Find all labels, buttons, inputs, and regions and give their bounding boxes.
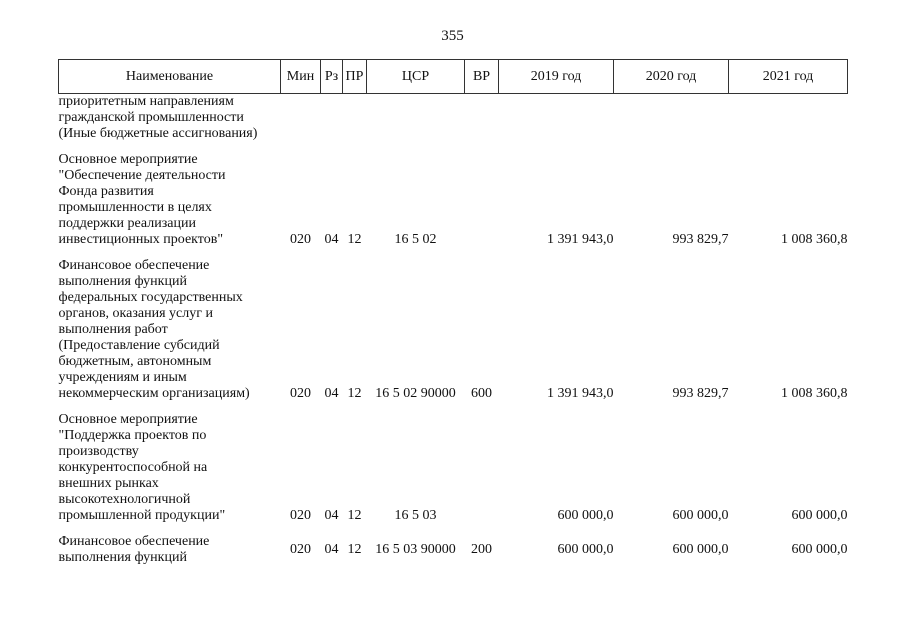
row-name: приоритетным направлениям гражданской промышленности (Иные бюджетные ассигнования) — [58, 94, 258, 141]
cell-2020 — [614, 94, 729, 143]
table-row — [59, 258, 848, 402]
cell-2019: 600 000,0 — [557, 508, 614, 523]
row-spacer — [59, 524, 848, 534]
cell-csr: 16 5 03 — [394, 508, 437, 523]
column-header-pr: ПР — [343, 60, 367, 94]
table-row — [59, 94, 848, 143]
cell-vr: 600 — [471, 386, 492, 401]
cell-csr: 16 5 03 90000 — [375, 542, 456, 557]
cell-pr: 12 — [347, 386, 362, 401]
cell-vr — [465, 152, 499, 248]
cell-2020: 993 829,7 — [672, 386, 729, 401]
cell-2019 — [499, 94, 614, 143]
cell-vr: 200 — [471, 542, 492, 557]
cell-pr — [343, 94, 367, 143]
column-header-2019: 2019 год — [499, 60, 614, 94]
cell-rz: 04 — [324, 508, 339, 523]
column-header-min: Мин — [281, 60, 321, 94]
cell-rz: 04 — [324, 386, 339, 401]
cell-2021: 600 000,0 — [791, 542, 848, 557]
cell-2021: 1 008 360,8 — [781, 232, 848, 247]
cell-2019: 1 391 943,0 — [547, 386, 614, 401]
cell-min: 020 — [290, 508, 311, 523]
cell-min: 020 — [290, 232, 311, 247]
cell-2020: 600 000,0 — [672, 542, 729, 557]
table-row — [59, 534, 848, 566]
cell-vr — [465, 94, 499, 143]
cell-rz — [321, 94, 343, 143]
cell-2021 — [729, 94, 848, 143]
row-name: Финансовое обеспечение выполнения функций — [58, 534, 210, 565]
cell-vr — [465, 412, 499, 524]
row-name: Основное мероприятие "Поддержка проектов по производству конкурентоспособной на внешних рынках высокотехнологичной промышленной продукции" — [58, 412, 226, 523]
cell-2020: 600 000,0 — [672, 508, 729, 523]
cell-min: 020 — [290, 542, 311, 557]
cell-2021: 1 008 360,8 — [781, 386, 848, 401]
column-header-vr: ВР — [465, 60, 499, 94]
column-header-2021: 2021 год — [729, 60, 848, 94]
cell-pr: 12 — [347, 542, 362, 557]
page-number: 355 — [441, 28, 464, 44]
cell-2019: 1 391 943,0 — [547, 232, 614, 247]
column-header-2020: 2020 год — [614, 60, 729, 94]
row-name: Основное мероприятие "Обеспечение деятельности Фонда развития промышленности в целях поддержки реализации инвестиционных проектов" — [58, 152, 226, 247]
cell-csr: 16 5 02 90000 — [375, 386, 456, 401]
cell-csr: 16 5 02 — [394, 232, 437, 247]
cell-2019: 600 000,0 — [557, 542, 614, 557]
column-header-csr: ЦСР — [367, 60, 465, 94]
table-row — [59, 412, 848, 524]
table-header-row — [59, 60, 848, 94]
column-header-name: Наименование — [59, 60, 281, 94]
table-row — [59, 152, 848, 248]
cell-min — [281, 94, 321, 143]
row-spacer — [59, 248, 848, 258]
column-header-rz: Рз — [321, 60, 343, 94]
row-spacer — [59, 402, 848, 412]
row-name: Финансовое обеспечение выполнения функций федеральных государственных органов, оказания услуг и выполнения работ (Предоставление субсидий бюджетным, автономным учреждениям и иным некоммерческим организациям) — [58, 258, 250, 401]
cell-2021: 600 000,0 — [791, 508, 848, 523]
cell-2020: 993 829,7 — [672, 232, 729, 247]
cell-csr — [367, 94, 465, 143]
cell-min: 020 — [290, 386, 311, 401]
cell-pr: 12 — [347, 508, 362, 523]
cell-pr: 12 — [347, 232, 362, 247]
cell-rz: 04 — [324, 232, 339, 247]
row-spacer — [59, 142, 848, 152]
budget-table — [58, 59, 848, 566]
cell-rz: 04 — [324, 542, 339, 557]
